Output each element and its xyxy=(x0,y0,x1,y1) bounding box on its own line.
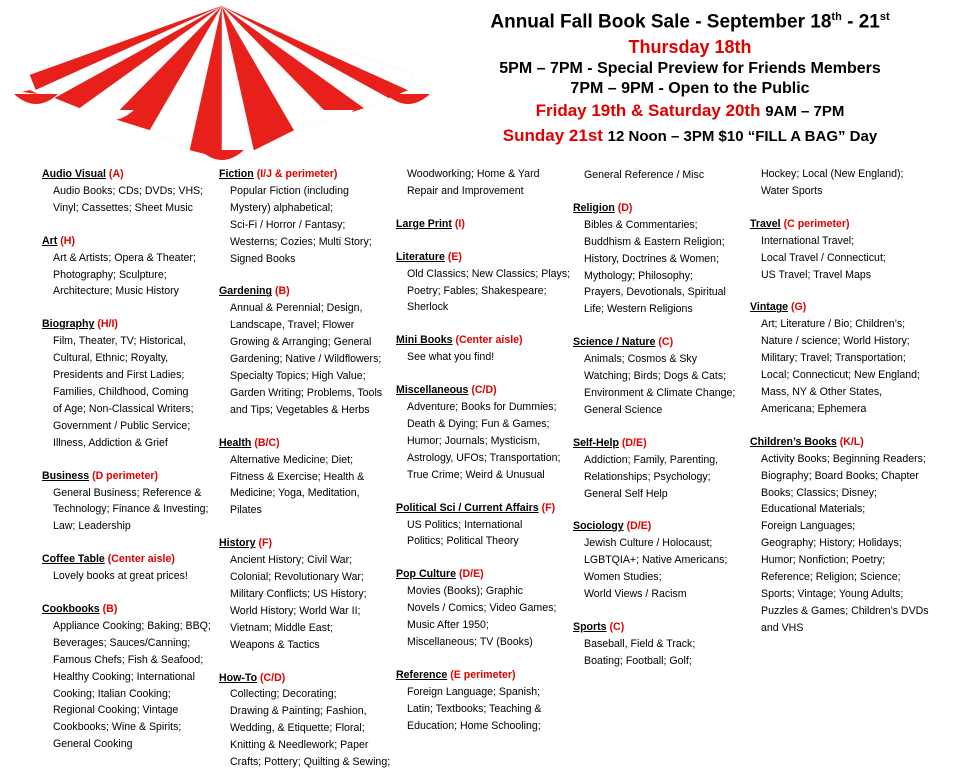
category-item-line: Lovely books at great prices! xyxy=(53,570,188,583)
category-items xyxy=(42,250,222,301)
category-location: (D perimeter) xyxy=(92,469,158,482)
category-item-line: Beverages; Sauces/Canning; xyxy=(53,636,191,649)
category-name: Coffee Table xyxy=(42,553,105,566)
category-item-line: World History; World War II; xyxy=(230,604,361,617)
category-location: (B) xyxy=(102,603,118,616)
category-column-1 xyxy=(42,166,222,753)
category-item-line: Educational Materials; xyxy=(761,503,866,516)
category-heading xyxy=(750,299,940,316)
category-location: (C) xyxy=(658,336,674,349)
category-items xyxy=(396,166,576,200)
category-item-line: Mystery) alphabetical; xyxy=(230,201,334,214)
category-item-line: Cookbooks; Wine & Spirits; xyxy=(53,721,182,734)
category-section xyxy=(750,216,940,284)
category-heading xyxy=(219,166,399,183)
category-name: How-To xyxy=(219,671,258,684)
category-item-line: Books; Classics; Disney; xyxy=(761,486,877,499)
category-item-line: and VHS xyxy=(761,621,804,634)
category-section xyxy=(396,332,576,366)
category-item-line: Reference; Religion; Science; xyxy=(761,571,901,584)
category-items xyxy=(396,583,576,651)
category-item-line: Westerns; Cozies; Multi Story; xyxy=(230,235,372,248)
category-name: Travel xyxy=(750,217,781,230)
category-item-line: Audio Books; CDs; DVDs; VHS; xyxy=(53,184,204,197)
category-name: Pop Culture xyxy=(396,568,457,581)
category-section xyxy=(42,233,222,301)
preview-hours: 5PM – 7PM - Special Preview for Friends Members xyxy=(499,60,881,78)
category-item-line: Water Sports xyxy=(761,184,823,197)
category-item-line: Americana; Ephemera xyxy=(761,402,867,415)
category-location: (C perimeter) xyxy=(783,217,850,230)
category-item-line: Local; Connecticut; New England; xyxy=(761,369,920,382)
category-items xyxy=(573,167,753,184)
category-item-line: Signed Books xyxy=(230,252,296,265)
category-item-line: International Travel; xyxy=(761,234,855,247)
category-heading xyxy=(750,434,940,451)
category-items xyxy=(396,349,576,366)
tent-graphic xyxy=(0,0,440,170)
category-name: Sociology xyxy=(573,520,624,533)
category-item-line: Pilates xyxy=(230,504,262,517)
category-name: Literature xyxy=(396,250,445,263)
category-section xyxy=(219,670,399,771)
category-item-line: Geography; History; Holidays; xyxy=(761,537,902,550)
category-item-line: Boating; Football; Golf; xyxy=(584,654,692,667)
category-location: (C) xyxy=(609,620,625,633)
event-header xyxy=(420,4,960,149)
category-name: Reference xyxy=(396,668,448,681)
category-location: (C/D) xyxy=(260,671,286,684)
category-name: Religion xyxy=(573,201,615,214)
category-name: Large Print xyxy=(396,217,452,230)
category-item-line: Knitting & Needlework; Paper xyxy=(230,739,369,752)
category-item-line: and Tips; Vegetables & Herbs xyxy=(230,403,370,416)
category-section xyxy=(396,500,576,551)
event-title: Annual Fall Book Sale - September 18th - 21st xyxy=(490,11,890,33)
category-section xyxy=(219,283,399,418)
category-section xyxy=(750,299,940,417)
category-item-line: Foreign Language; Spanish; xyxy=(407,685,541,698)
category-item-line: Families, Childhood, Coming xyxy=(53,385,189,398)
category-item-line: Military Conflicts; US History; xyxy=(230,587,367,600)
friday-saturday-line: Friday 19th & Saturday 20th 9AM – 7PM xyxy=(535,101,845,121)
category-section xyxy=(42,551,222,585)
category-item-line: Regional Cooking; Vintage xyxy=(53,704,179,717)
category-item-line: Military; Travel; Transportation; xyxy=(761,352,906,365)
category-item-line: Foreign Languages; xyxy=(761,520,856,533)
category-heading xyxy=(42,468,222,485)
category-item-line: Jewish Culture / Holocaust; xyxy=(584,537,713,550)
category-item-line: Appliance Cooking; Baking; BBQ; xyxy=(53,619,211,632)
category-section xyxy=(396,216,576,233)
category-item-line: Mass, NY & Other States, xyxy=(761,385,883,398)
category-item-line: General Reference / Misc xyxy=(584,169,705,181)
category-name: History xyxy=(219,537,256,550)
category-section xyxy=(42,316,222,451)
category-item-line: US Travel; Travel Maps xyxy=(761,268,872,281)
category-section xyxy=(42,601,222,753)
category-item-line: Animals; Cosmos & Sky xyxy=(584,353,698,366)
category-items xyxy=(573,351,753,419)
category-section xyxy=(573,435,753,503)
category-location: (E perimeter) xyxy=(450,668,516,681)
category-item-line: Colonial; Revolutionary War; xyxy=(230,571,364,584)
category-name: Art xyxy=(42,234,58,247)
category-item-line: Novels / Comics; Video Games; xyxy=(407,602,557,615)
category-item-line: General Cooking xyxy=(53,738,133,751)
category-item-line: Humor; Journals; Mysticism, xyxy=(407,434,541,447)
category-item-line: Law; Leadership xyxy=(53,520,131,533)
category-location: (F) xyxy=(541,501,556,514)
category-item-line: Photography; Sculpture; xyxy=(53,268,167,281)
category-item-line: History, Doctrines & Women; xyxy=(584,252,720,265)
category-section xyxy=(396,667,576,735)
category-item-line: General Self Help xyxy=(584,487,668,500)
category-item-line: Women Studies; xyxy=(584,571,662,584)
category-item-line: Drawing & Painting; Fashion, xyxy=(230,705,367,718)
category-name: Audio Visual xyxy=(42,168,106,180)
category-heading xyxy=(396,216,576,233)
category-item-line: Weapons & Tactics xyxy=(230,638,320,651)
category-item-line: Local Travel / Connecticut; xyxy=(761,251,886,264)
category-section xyxy=(396,566,576,651)
category-item-line: Vinyl; Cassettes; Sheet Music xyxy=(53,201,193,214)
category-location: (D/E) xyxy=(458,568,484,581)
category-item-line: Crafts; Pottery; Quilting & Sewing; xyxy=(230,756,391,769)
category-heading xyxy=(573,619,753,636)
category-name: Children’s Books xyxy=(750,435,837,448)
category-heading xyxy=(42,316,222,333)
category-name: Mini Books xyxy=(396,334,453,347)
category-section xyxy=(750,434,940,637)
category-name: Business xyxy=(42,469,90,482)
category-item-line: Sports; Vintage; Young Adults; xyxy=(761,587,904,600)
category-item-line: General Business; Reference & xyxy=(53,486,202,499)
category-section xyxy=(573,200,753,318)
category-item-line: Woodworking; Home & Yard xyxy=(407,168,540,180)
category-items xyxy=(42,333,222,451)
category-location: (C/D) xyxy=(471,384,497,397)
category-item-line: Gardening; Native / Wildflowers; xyxy=(230,353,382,366)
category-location: (H) xyxy=(60,234,75,247)
category-location: (D) xyxy=(617,201,633,214)
category-section xyxy=(396,382,576,483)
category-items xyxy=(750,166,940,200)
category-section xyxy=(219,166,399,267)
category-column-4 xyxy=(573,167,753,670)
category-item-line: Music After 1950; xyxy=(407,619,489,632)
category-name: Self-Help xyxy=(573,436,619,449)
category-item-line: Poetry; Fables; Shakespeare; xyxy=(407,284,547,297)
category-items xyxy=(42,485,222,536)
category-item-line: Latin; Textbooks; Teaching & xyxy=(407,702,542,715)
category-items xyxy=(396,517,576,551)
category-heading xyxy=(396,566,576,583)
category-name: Vintage xyxy=(750,301,789,314)
category-items xyxy=(42,618,222,753)
category-item-line: Prayers, Devotionals, Spiritual xyxy=(584,286,726,299)
category-item-line: Death & Dying; Fun & Games; xyxy=(407,417,550,430)
category-item-line: Sci-Fi / Horror / Fantasy; xyxy=(230,218,346,231)
category-items xyxy=(219,552,399,653)
category-item-line: Technology; Finance & Investing; xyxy=(53,503,209,516)
category-heading xyxy=(219,283,399,300)
category-heading xyxy=(396,249,576,266)
category-section xyxy=(396,166,576,200)
category-heading xyxy=(219,435,399,452)
category-name: Gardening xyxy=(219,285,272,298)
category-item-line: See what you find! xyxy=(407,351,495,364)
category-heading xyxy=(750,216,940,233)
category-location: (D/E) xyxy=(621,436,647,449)
category-item-line: Nature / science; World History; xyxy=(761,335,910,348)
category-items xyxy=(396,399,576,484)
category-item-line: Buddhism & Eastern Religion; xyxy=(584,235,725,248)
category-items xyxy=(396,684,576,735)
category-item-line: Illness, Addiction & Grief xyxy=(53,436,168,449)
category-heading xyxy=(573,200,753,217)
category-items xyxy=(219,300,399,418)
category-item-line: Education; Home Schooling; xyxy=(407,719,541,732)
category-location: (B) xyxy=(274,285,290,298)
category-item-line: Garden Writing; Problems, Tools xyxy=(230,386,383,399)
category-items xyxy=(573,636,753,670)
category-section xyxy=(573,619,753,670)
category-heading xyxy=(573,518,753,535)
category-name: Health xyxy=(219,436,252,449)
category-item-line: Bibles & Commentaries; xyxy=(584,218,698,231)
category-item-line: Art & Artists; Opera & Theater; xyxy=(53,251,196,264)
category-name: Fiction xyxy=(219,168,254,180)
category-item-line: Old Classics; New Classics; Plays; xyxy=(407,267,571,280)
category-item-line: Environment & Climate Change; xyxy=(584,386,736,399)
category-heading xyxy=(219,535,399,552)
category-item-line: Adventure; Books for Dummies; xyxy=(407,401,557,414)
category-item-line: Mythology; Philosophy; xyxy=(584,269,693,282)
category-items xyxy=(750,233,940,284)
category-item-line: World Views / Racism xyxy=(584,588,687,601)
category-section xyxy=(219,535,399,653)
category-item-line: Growing & Arranging; General xyxy=(230,336,372,349)
category-item-line: Addiction; Family, Parenting, xyxy=(584,453,719,466)
category-item-line: Movies (Books); Graphic xyxy=(407,585,523,598)
category-section xyxy=(42,468,222,536)
category-location: (E) xyxy=(447,250,462,263)
category-heading xyxy=(396,382,576,399)
public-hours: 7PM – 9PM - Open to the Public xyxy=(570,80,810,98)
category-item-line: Miscellaneous; TV (Books) xyxy=(407,635,533,648)
category-item-line: Puzzles & Games; Children’s DVDs xyxy=(761,604,929,617)
category-item-line: Hockey; Local (New England); xyxy=(761,168,904,180)
category-items xyxy=(42,183,222,217)
category-item-line: Collecting; Decorating; xyxy=(230,688,337,701)
thursday-heading: Thursday 18th xyxy=(628,37,752,58)
category-item-line: Art; Literature / Bio; Children’s; xyxy=(761,318,906,331)
category-item-line: Film, Theater, TV; Historical, xyxy=(53,335,186,348)
category-section xyxy=(750,166,940,200)
category-item-line: Relationships; Psychology; xyxy=(584,470,711,483)
category-item-line: Ancient History; Civil War; xyxy=(230,554,353,567)
category-location: (B/C) xyxy=(254,436,280,449)
category-heading xyxy=(573,435,753,452)
category-items xyxy=(573,217,753,318)
category-item-line: Baseball, Field & Track; xyxy=(584,637,696,650)
category-section xyxy=(573,167,753,184)
category-items xyxy=(750,316,940,417)
category-location: (I) xyxy=(454,217,465,230)
category-item-line: of Age; Non-Classical Writers; xyxy=(53,402,194,415)
category-section xyxy=(573,334,753,419)
category-item-line: Vietnam; Middle East; xyxy=(230,621,333,634)
category-heading xyxy=(396,500,576,517)
category-item-line: LGBTQIA+; Native Americans; xyxy=(584,554,728,567)
category-location: (H/I) xyxy=(97,318,118,331)
category-items xyxy=(219,183,399,268)
category-item-line: Life; Western Religions xyxy=(584,303,693,316)
category-item-line: Medicine; Yoga, Meditation, xyxy=(230,487,360,500)
category-column-2 xyxy=(219,166,399,771)
category-items xyxy=(42,568,222,585)
category-item-line: Watching; Birds; Dogs & Cats; xyxy=(584,370,727,383)
category-item-line: Alternative Medicine; Diet; xyxy=(230,453,354,466)
category-location: (F) xyxy=(258,537,272,550)
category-item-line: Presidents and First Ladies; xyxy=(53,369,185,382)
category-item-line: Annual & Perennial; Design, xyxy=(230,302,363,315)
category-column-5 xyxy=(750,166,940,637)
category-item-line: Healthy Cooking; International xyxy=(53,670,195,683)
category-items xyxy=(573,452,753,503)
category-name: Cookbooks xyxy=(42,603,100,616)
category-item-line: US Politics; International xyxy=(407,518,523,531)
category-item-line: Specialty Topics; High Value; xyxy=(230,369,366,382)
category-items xyxy=(219,452,399,520)
category-location: (G) xyxy=(791,301,807,314)
category-item-line: Cooking; Italian Cooking; xyxy=(53,687,171,700)
category-location: (Center aisle) xyxy=(455,334,523,347)
category-location: (A) xyxy=(108,168,124,180)
category-heading xyxy=(396,667,576,684)
category-item-line: Wedding, & Etiquette; Floral; xyxy=(230,722,365,735)
category-items xyxy=(750,451,940,637)
category-section xyxy=(219,435,399,520)
category-item-line: Fitness & Exercise; Health & xyxy=(230,470,365,483)
category-heading xyxy=(219,670,399,687)
category-name: Biography xyxy=(42,318,95,331)
category-items xyxy=(396,266,576,317)
category-item-line: Cultural, Ethnic; Royalty, xyxy=(53,352,169,365)
category-item-line: True Crime; Weird & Unusual xyxy=(407,468,545,481)
category-item-line: Politics; Political Theory xyxy=(407,535,519,548)
category-item-line: Astrology, UFOs; Transportation; xyxy=(407,451,561,464)
category-heading xyxy=(573,334,753,351)
category-item-line: Activity Books; Beginning Readers; xyxy=(761,452,926,465)
category-item-line: Landscape, Travel; Flower xyxy=(230,319,355,332)
category-column-3 xyxy=(396,166,576,734)
category-item-line: Biography; Board Books; Chapter xyxy=(761,469,919,482)
category-item-line: Repair and Improvement xyxy=(407,184,524,197)
category-name: Sports xyxy=(573,620,607,633)
category-item-line: Sherlock xyxy=(407,301,449,314)
category-name: Miscellaneous xyxy=(396,384,469,397)
category-item-line: Popular Fiction (including xyxy=(230,184,349,197)
category-location: (K/L) xyxy=(839,435,864,448)
category-heading xyxy=(42,601,222,618)
category-heading xyxy=(396,332,576,349)
category-name: Science / Nature xyxy=(573,336,656,349)
category-item-line: Architecture; Music History xyxy=(53,285,179,298)
category-section xyxy=(573,518,753,603)
category-location: (D/E) xyxy=(626,520,652,533)
category-location: (Center aisle) xyxy=(107,553,175,566)
category-heading xyxy=(42,233,222,250)
category-heading xyxy=(42,551,222,568)
category-items xyxy=(573,535,753,603)
category-item-line: Famous Chefs; Fish & Seafood; xyxy=(53,653,204,666)
category-section xyxy=(42,166,222,217)
category-item-line: Humor; Nonfiction; Poetry; xyxy=(761,554,886,567)
category-item-line: Government / Public Service; xyxy=(53,419,191,432)
category-section xyxy=(396,249,576,317)
category-location: (I/J & perimeter) xyxy=(256,168,338,180)
sunday-line: Sunday 21st 12 Noon – 3PM $10 “FILL A BAG” Day xyxy=(502,126,878,146)
category-item-line: General Science xyxy=(584,403,663,416)
category-name: Political Sci / Current Affairs xyxy=(396,501,539,514)
category-heading xyxy=(42,166,222,183)
category-items xyxy=(219,686,399,771)
